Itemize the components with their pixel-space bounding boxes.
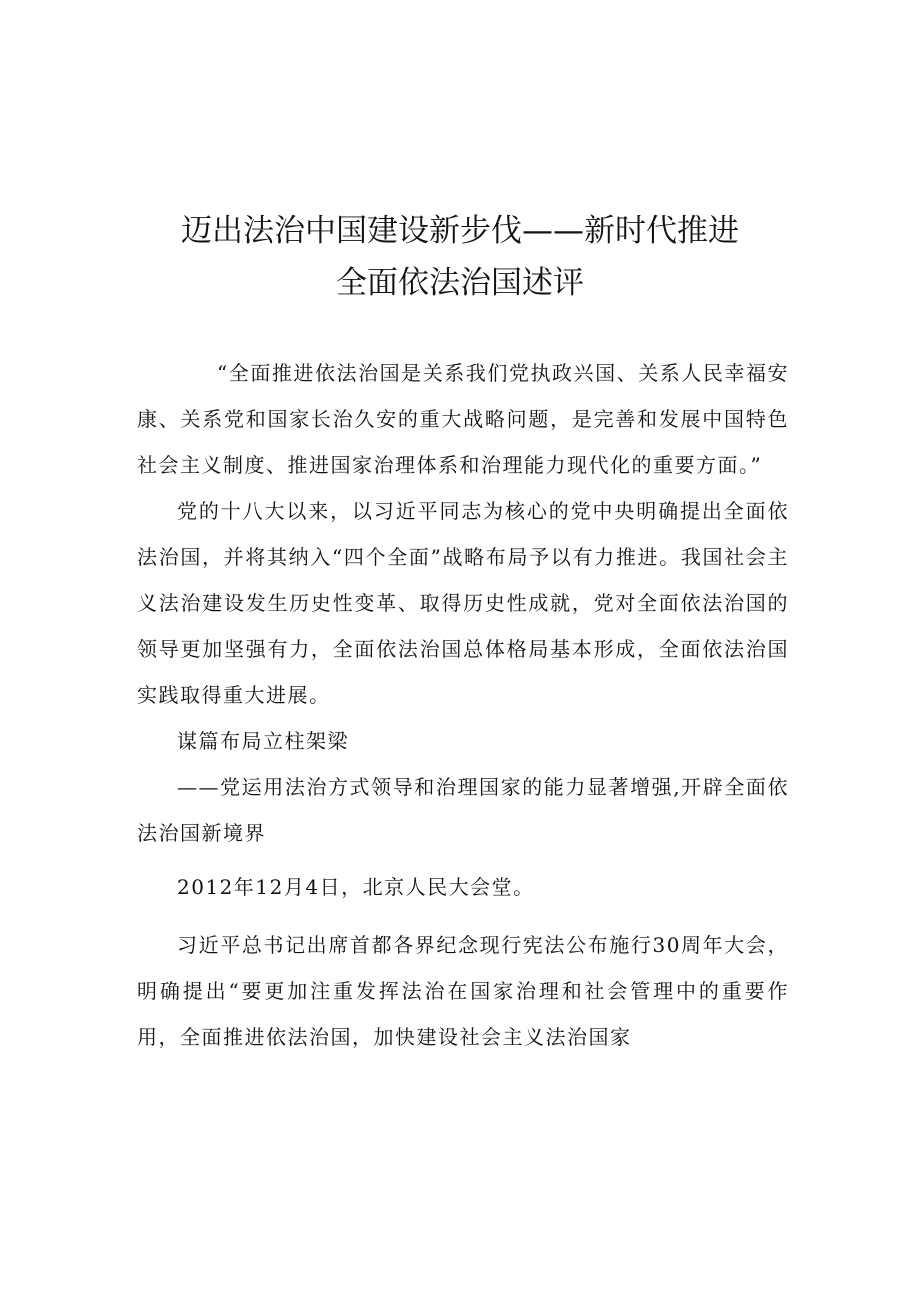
opening-quote-paragraph: “全面推进依法治国是关系我们党执政兴国、关系人民幸福安康、关系党和国家长治久安的重大战略问题，是完善和发展中国特色社会主义制度、推进国家治理体系和治理能力现代化的重要方面。”: [137, 361, 789, 477]
intro-paragraph: 党的十八大以来，以习近平同志为核心的党中央明确提出全面依法治国，并将其纳入“四个全面”战略布局予以有力推进。我国社会主义法治建设发生历史性变革、取得历史性成就，党对全面依法治国的领导更加坚强有力，全面依法治国总体格局基本形成，全面依法治国实践取得重大进展。: [137, 499, 789, 707]
document-title: [120, 205, 800, 309]
date-location-paragraph: 2012年12月4日，北京人民大会堂。: [177, 875, 535, 899]
body-paragraph: 习近平总书记出席首都各界纪念现行宪法公布施行30周年大会，明确提出“要更加注重发挥法治在国家治理和社会管理中的重要作用，全面推进依法治国，加快建设社会主义法治国家: [137, 933, 789, 1049]
section-heading: 谋篇布局立柱架梁: [177, 729, 349, 753]
document-body: [137, 350, 789, 1060]
title-line-2: 全面依法治国述评: [336, 265, 584, 301]
section-subheading: ——党运用法治方式领导和治理国家的能力显著增强,开辟全面依法治国新境界: [137, 775, 789, 845]
title-line-1: 迈出法治中国建设新步伐——新时代推进: [181, 213, 739, 249]
